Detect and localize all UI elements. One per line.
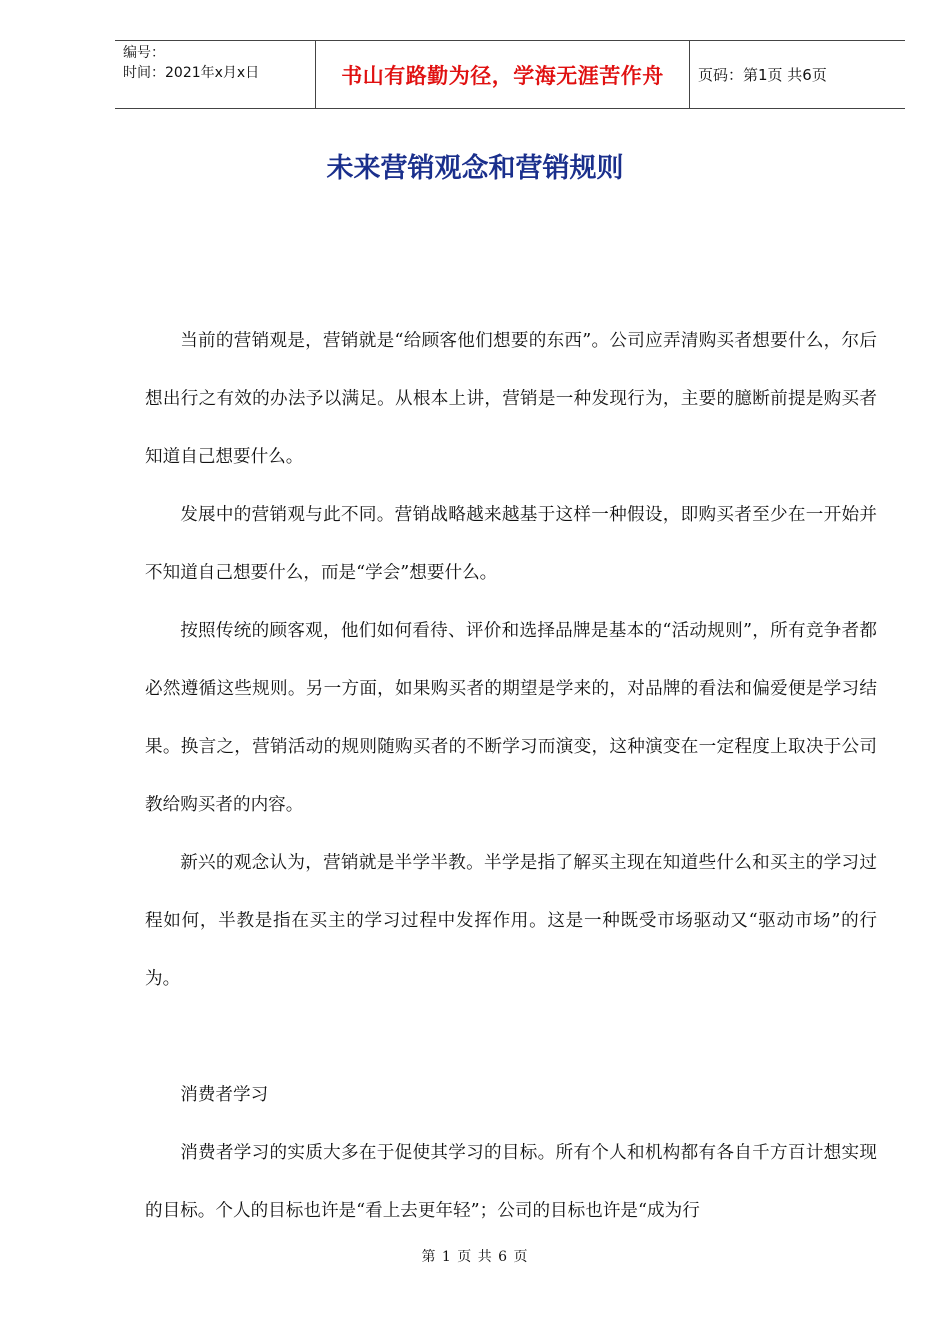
paragraph: 消费者学习的实质大多在于促使其学习的目标。所有个人和机构都有各自千方百计想实现的目标。个人的目标也许是“看上去更年轻”；公司的目标也许是“成为行 xyxy=(145,1143,877,1221)
page-info-cell xyxy=(690,41,905,108)
doc-meta-cell xyxy=(115,41,316,108)
document-body xyxy=(145,312,877,1240)
number-label: 编号： xyxy=(123,45,165,61)
paragraph: 新兴的观念认为，营销就是半学半教。半学是指了解买主现在知道些什么和买主的学习过程如何，半教是指在买主的学习过程中发挥作用。这是一种既受市场驱动又“驱动市场”的行为。 xyxy=(145,853,877,989)
page-footer: 第 1 页 共 6 页 xyxy=(421,1249,529,1265)
section-subheading: 消费者学习 xyxy=(180,1085,269,1105)
document-title: 未来营销观念和营销规则 xyxy=(326,153,624,184)
motto-cell xyxy=(316,41,690,108)
page-info: 页码：第1页 共6页 xyxy=(698,66,827,84)
spacer xyxy=(145,1008,877,1066)
time-label: 时间：2021年x月x日 xyxy=(123,65,260,81)
motto-text: 书山有路勤为径，学海无涯苦作舟 xyxy=(341,63,664,88)
page-header xyxy=(115,40,905,109)
paragraph: 按照传统的顾客观，他们如何看待、评价和选择品牌是基本的“活动规则”，所有竞争者都必然遵循这些规则。另一方面，如果购买者的期望是学来的，对品牌的看法和偏爱便是学习结果。换言之，营销活动的规则随购买者的不断学习而演变，这种演变在一定程度上取决于公司教给购买者的内容。 xyxy=(145,621,877,815)
paragraph: 发展中的营销观与此不同。营销战略越来越基于这样一种假设，即购买者至少在一开始并不知道自己想要什么，而是“学会”想要什么。 xyxy=(145,505,877,583)
paragraph: 当前的营销观是，营销就是“给顾客他们想要的东西”。公司应弄清购买者想要什么，尔后想出行之有效的办法予以满足。从根本上讲，营销是一种发现行为，主要的臆断前提是购买者知道自己想要什么。 xyxy=(145,331,877,467)
